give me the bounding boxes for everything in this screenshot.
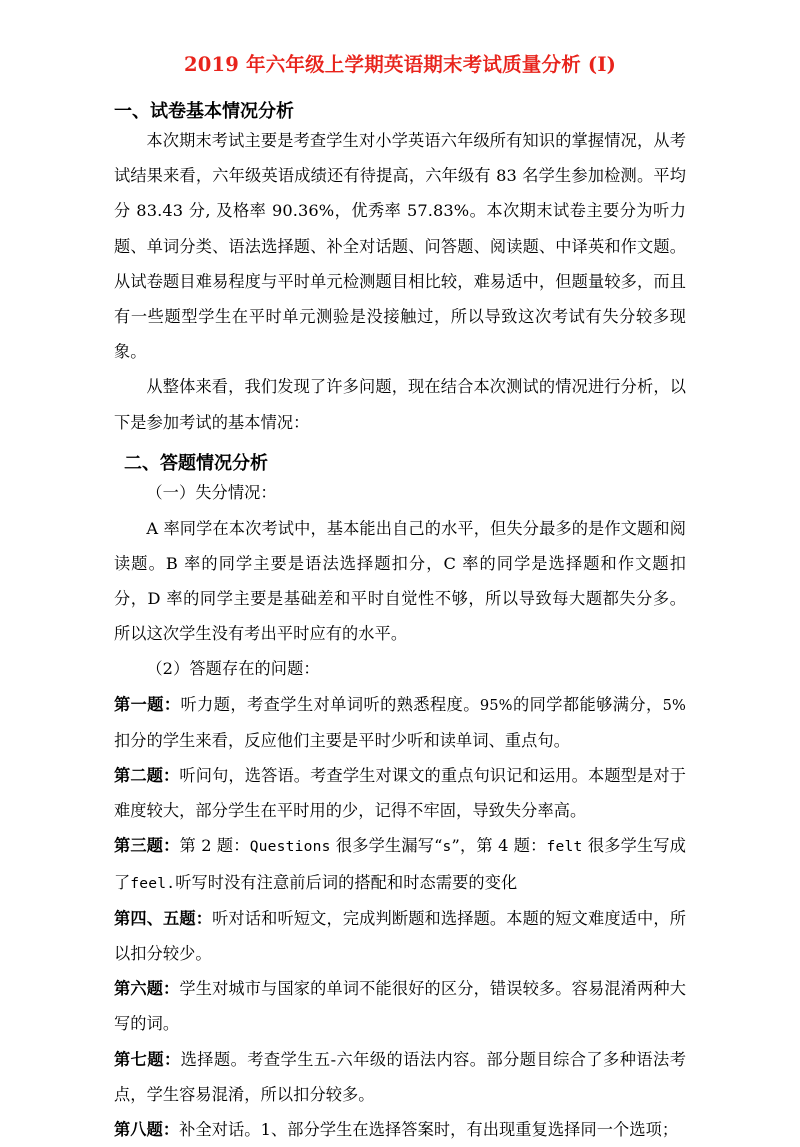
question-7-text: 选择题。考查学生五-六年级的语法内容。部分题目综合了多种语法考点，学生容易混淆，所以扣分较多。: [114, 1049, 686, 1104]
section-2-paragraph-1: A 率同学在本次考试中，基本能出自己的水平，但失分最多的是作文题和阅读题。B 率的同学主要是语法选择题扣分，C 率的同学是选择题和作文题扣分，D 率的同学主要是基础差和平时自觉性不够，所以导致每大题都失分多。所以这次学生没有考出平时应有的水平。: [114, 518, 686, 644]
question-1-percent-a: 95%: [479, 696, 513, 714]
question-3-segment-5: 听写时没有注意前后词的搭配和时态需要的变化: [175, 872, 518, 892]
question-2-text: 听问句，选答语。考查学生对课文的重点句识记和运用。本题型是对于难度较大，部分学生在平时用的少，记得不牢固，导致失分率高。: [114, 765, 686, 821]
section-1-paragraph-1: 本次期末考试主要是考查学生对小学英语六年级所有知识的掌握情况，从考试结果来看，六年级英语成绩还有待提高，六年级有 83 名学生参加检测。平均分 83.43 分, 及格率 90.36%，优秀率 57.83%。本次期末试卷主要分为听力题、单词分类、语法选择题、补全对话题、问答题、阅读题、中译英和作文题。从试卷题目难易程度与平时单元检测题目相比较，难易适中，但题量较多，而且有一些题型学生在平时单元测验是没接触过，所以导致这次考试有失分较多现象。: [114, 131, 686, 362]
question-3-label: 第三题：: [114, 836, 180, 856]
question-3-segment-1: 第 2 题：: [179, 836, 250, 856]
question-4-5-text: 听对话和听短文，完成判断题和选择题。本题的短文难度适中，所以扣分较少。: [114, 908, 686, 963]
question-8-label: 第八题：: [114, 1119, 180, 1139]
question-item-8: [114, 1112, 686, 1147]
document-content: [114, 0, 686, 1147]
question-6-text: 学生对城市与国家的单词不能很好的区分，错误较多。容易混淆两种大写的词。: [114, 979, 686, 1034]
question-1-text-b: 的同学都能够满分，: [512, 694, 663, 714]
question-7-label: 第七题：: [114, 1049, 181, 1069]
question-3-segment-4: 很多学生写成了: [114, 836, 686, 892]
question-item-1: [114, 687, 686, 758]
question-2-label: 第二题：: [114, 765, 180, 785]
question-3-word-questions: Questions: [249, 838, 331, 856]
question-8-text: 补全对话。1、部分学生在选择答案时，有出现重复选择同一个选项；: [179, 1119, 679, 1139]
question-item-6: [114, 971, 686, 1041]
question-item-2: [114, 758, 686, 828]
question-3-segment-3: ”，第 4 题：: [451, 836, 547, 856]
question-3-letter-s: s: [442, 838, 452, 856]
section-heading-2: 二、答题情况分析: [124, 452, 268, 474]
question-item-3: [114, 828, 686, 900]
section-heading-1: 一、试卷基本情况分析: [114, 100, 294, 122]
section-2-subheading-1: （一）失分情况：: [146, 483, 277, 503]
section-2-subheading-2: （2）答题存在的问题：: [146, 659, 320, 679]
question-3-segment-2: 很多学生漏写“: [330, 836, 443, 856]
section-1-paragraph-2: 从整体来看，我们发现了许多问题，现在结合本次测试的情况进行分析，以下是参加考试的基本情况：: [114, 377, 686, 432]
question-1-text-c: 扣分的学生来看，反应他们主要是平时少听和读单词、重点句。: [114, 730, 571, 750]
question-1-label: 第一题：: [114, 694, 181, 714]
question-6-label: 第六题：: [114, 979, 180, 999]
page-title: 2019 年六年级上学期英语期末考试质量分析 (I): [183, 53, 617, 76]
question-item-7: [114, 1042, 686, 1112]
question-1-percent-b: 5%: [662, 696, 686, 714]
question-4-5-label: 第四、五题：: [114, 908, 213, 928]
question-3-word-felt: felt: [546, 838, 583, 856]
question-1-text-a: 听力题，考查学生对单词听的熟悉程度。: [180, 694, 480, 714]
question-item-4-5: [114, 901, 686, 971]
question-3-word-feel: feel.: [130, 874, 176, 892]
